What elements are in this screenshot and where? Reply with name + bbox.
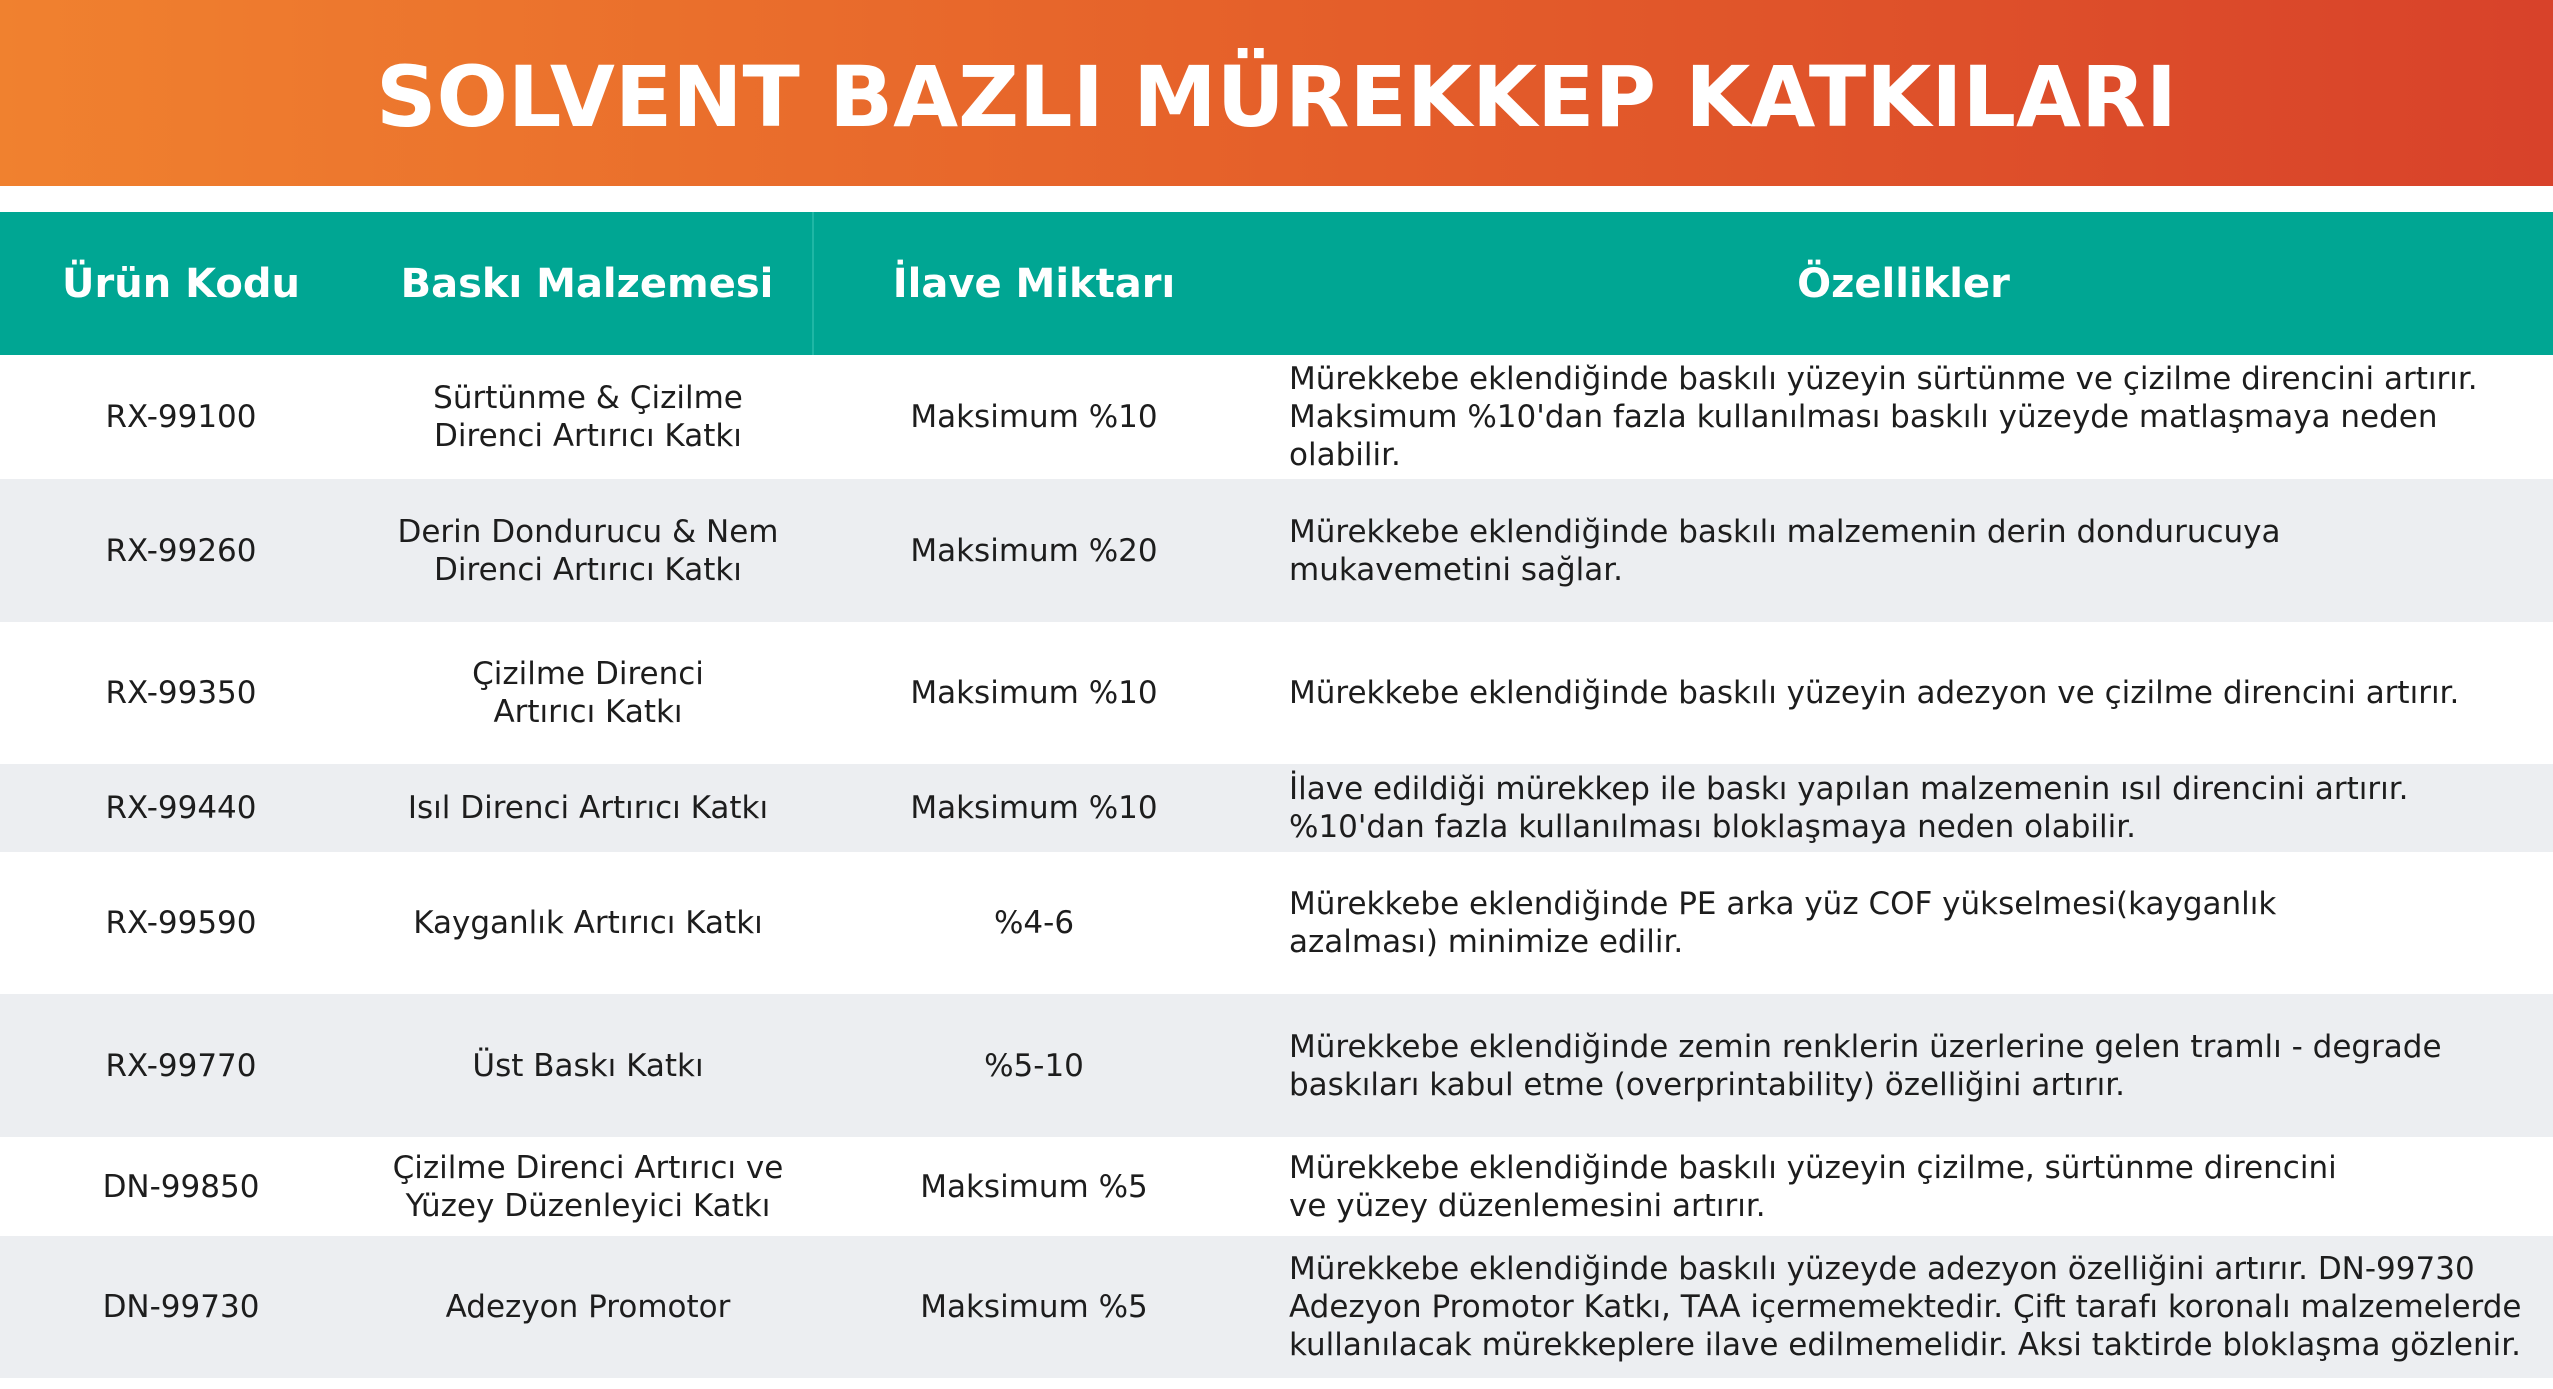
table-row: [0, 622, 2553, 764]
row-features: Mürekkebe eklendiğinde baskılı yüzeyin sürtünme ve çizilme direncini artırır. Maksimum %10'dan fazla kullanılması baskılı yüzeyde matlaşmaya neden olabilir.: [1289, 361, 2478, 473]
row-code: RX-99770: [105, 1047, 257, 1084]
header-features: Özellikler: [1797, 260, 2010, 307]
row-amount: Maksimum %20: [910, 532, 1158, 569]
header-print-material: Baskı Malzemesi: [362, 212, 814, 355]
row-amount: %5-10: [984, 1047, 1084, 1084]
table-row: [0, 994, 2553, 1137]
row-features: Mürekkebe eklendiğinde zemin renklerin üzerlerine gelen tramlı - degrade baskıları kabul etme (overprintability) özelliğini artırır.: [1289, 1028, 2442, 1103]
row-code: RX-99590: [105, 905, 257, 941]
row-features: Mürekkebe eklendiğinde baskılı yüzeyin adezyon ve çizilme direncini artırır.: [1289, 675, 2460, 711]
product-table: [0, 212, 2553, 1378]
row-code: RX-99350: [105, 675, 257, 711]
row-code: DN-99730: [102, 1289, 260, 1325]
title-banner: [0, 0, 2553, 186]
table-row: [0, 1137, 2553, 1236]
row-material: Derin Dondurucu & Nem Direnci Artırıcı Katkı: [397, 513, 779, 588]
row-code: DN-99850: [102, 1168, 260, 1205]
row-amount: Maksimum %5: [920, 1289, 1148, 1325]
row-material: Sürtünme & Çizilme Direnci Artırıcı Katkı: [433, 380, 743, 454]
row-amount: Maksimum %10: [910, 675, 1158, 711]
row-code: RX-99100: [105, 399, 257, 435]
row-features: İlave edildiği mürekkep ile baskı yapılan malzemenin ısıl direncini artırır. %10'dan fazla kullanılması bloklaşmaya neden olabilir.: [1289, 771, 2409, 845]
header-addition-amount: İlave Miktarı: [892, 260, 1176, 307]
row-code: RX-99440: [105, 790, 257, 826]
row-features: Mürekkebe eklendiğinde baskılı malzemenin derin dondurucuya mukavemetini sağlar.: [1289, 513, 2281, 588]
table-row: [0, 852, 2553, 994]
row-amount: Maksimum %10: [910, 790, 1158, 826]
page-title: SOLVENT BAZLI MÜREKKEP KATKILARI: [376, 48, 2177, 146]
row-amount: Maksimum %5: [920, 1168, 1148, 1205]
row-features: Mürekkebe eklendiğinde baskılı yüzeyde adezyon özelliğini artırır. DN-99730 Adezyon Promotor Katkı, TAA içermemektedir. Çift tarafı koronalı malzemelerde kullanılacak mürekkeplere ilave edilmemelidir. Aksi taktirde bloklaşma gözlenir.: [1289, 1251, 2522, 1363]
row-material: Adezyon Promotor: [445, 1289, 731, 1325]
row-amount: Maksimum %10: [910, 399, 1158, 435]
header-product-code: Ürün Kodu: [62, 260, 300, 307]
table-row: [0, 764, 2553, 852]
row-features: Mürekkebe eklendiğinde baskılı yüzeyin çizilme, sürtünme direncini ve yüzey düzenlemesini artırır.: [1289, 1149, 2337, 1224]
row-material: Kayganlık Artırıcı Katkı: [413, 905, 763, 941]
table-row: [0, 1236, 2553, 1378]
table-row: [0, 355, 2553, 479]
table-header: [0, 212, 2553, 355]
row-material: Isıl Direnci Artırıcı Katkı: [407, 790, 769, 826]
row-features: Mürekkebe eklendiğinde PE arka yüz COF yükselmesi(kayganlık azalması) minimize edilir.: [1289, 886, 2277, 960]
row-material: Çizilme Direnci Artırıcı Katkı: [472, 656, 704, 730]
row-material: Üst Baskı Katkı: [472, 1047, 704, 1084]
row-material: Çizilme Direnci Artırıcı ve Yüzey Düzenleyici Katkı: [392, 1149, 784, 1224]
row-code: RX-99260: [105, 532, 257, 569]
table-row: [0, 479, 2553, 622]
row-amount: %4-6: [993, 905, 1075, 941]
